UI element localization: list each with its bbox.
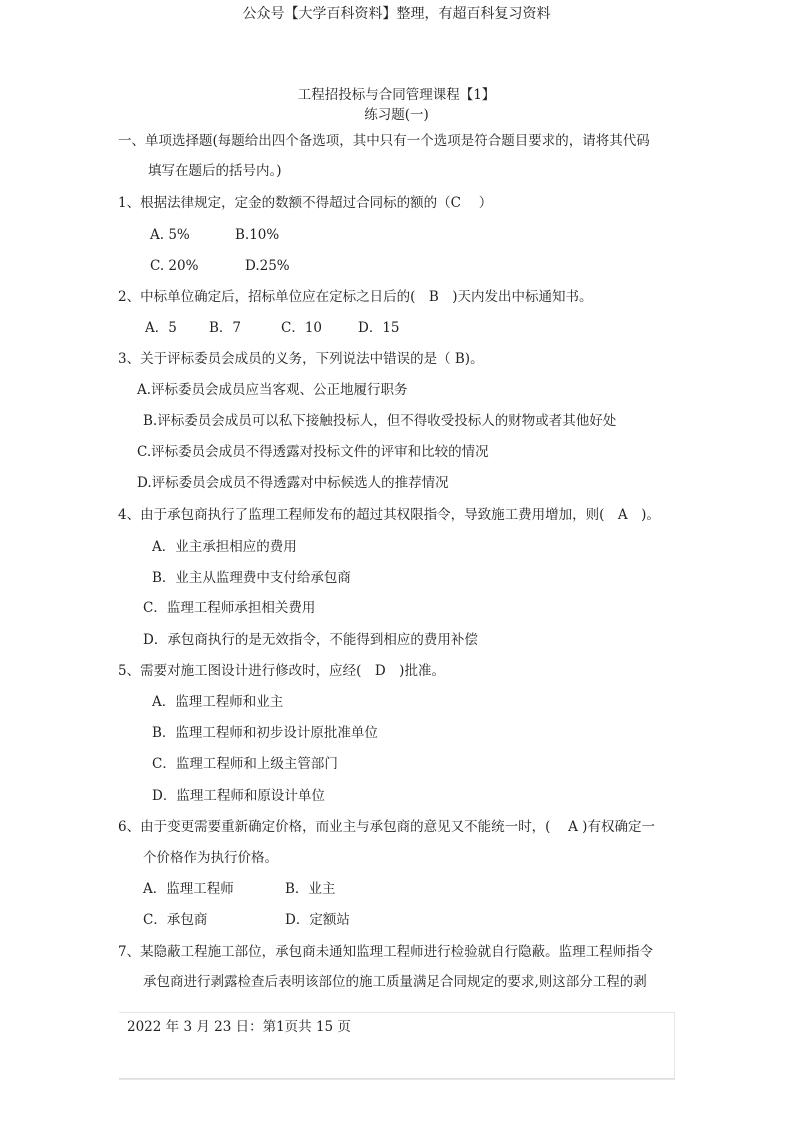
q3-option-a: A.评标委员会成员应当客观、公正地履行职务 [137, 382, 408, 398]
question-6-cont: 个价格作为执行价格。 [143, 850, 278, 866]
page-header-note: 公众号【大学百科资料】整理，有超百科复习资料 [242, 6, 551, 22]
q1-option-c: C. 20% [150, 258, 199, 274]
q3-option-c: C.评标委员会成员不得透露对投标文件的评审和比较的情况 [137, 444, 489, 460]
q4-option-d: D．承包商执行的是无效指令，不能得到相应的费用补偿 [143, 632, 478, 648]
q1-option-d: D.25% [245, 258, 290, 274]
question-1: 1、根据法律规定，定金的数额不得超过合同标的额的（C ） [118, 195, 493, 211]
q6-option-c: C．承包商 [143, 912, 208, 928]
section-heading: 一、单项选择题(每题给出四个备选项，其中只有一个选项是符合题目要求的，请将其代码 [118, 133, 650, 149]
question-3: 3、关于评标委员会成员的义务，下列说法中错误的是（ B)。 [118, 351, 484, 367]
q4-option-a: A．业主承担相应的费用 [152, 539, 297, 555]
q5-option-c: C．监理工程师和上级主管部门 [152, 756, 338, 772]
question-7: 7、某隐蔽工程施工部位，承包商未通知监理工程师进行检验就自行隐蔽。监理工程师指令 [118, 944, 654, 960]
q2-option-d: D．15 [358, 320, 400, 336]
q5-option-a: A．监理工程师和业主 [152, 694, 284, 710]
question-2: 2、中标单位确定后，招标单位应在定标之日后的( B )天内发出中标通知书。 [118, 289, 593, 305]
q3-option-d: D.评标委员会成员不得透露对中标候选人的推荐情况 [137, 475, 449, 491]
q6-option-d: D．定额站 [285, 912, 350, 928]
q4-option-c: C．监理工程师承担相关费用 [143, 600, 316, 616]
q5-option-d: D．监理工程师和原设计单位 [152, 788, 325, 804]
q2-option-a: A．5 [145, 320, 177, 336]
q6-option-b: B．业主 [285, 881, 336, 897]
page-footer: 2022 年 3 月 23 日：第1页共 15 页 [127, 1019, 351, 1035]
q5-option-b: B．监理工程师和初步设计原批准单位 [152, 725, 378, 741]
footer-divider [119, 1078, 675, 1079]
q2-option-b: B．7 [209, 320, 242, 336]
q6-option-a: A．监理工程师 [143, 881, 234, 897]
document-title: 工程招投标与合同管理课程【1】 [297, 87, 496, 103]
q2-option-c: C．10 [281, 320, 323, 336]
q3-option-b: B.评标委员会成员可以私下接触投标人，但不得收受投标人的财物或者其他好处 [143, 413, 617, 429]
question-5: 5、需要对施工图设计进行修改时，应经( D )批准。 [118, 663, 445, 679]
question-4: 4、由于承包商执行了监理工程师发布的超过其权限指令，导致施工费用增加，则( A )。 [118, 507, 660, 523]
q1-option-a: A. 5% [150, 227, 190, 243]
question-7-cont: 承包商进行剥露检查后表明该部位的施工质量满足合同规定的要求,则这部分工程的剥 [143, 974, 647, 990]
question-6: 6、由于变更需要重新确定价格，而业主与承包商的意见又不能统一时，( A )有权确定一 [118, 819, 655, 835]
q1-option-b: B.10% [235, 227, 280, 243]
section-heading-cont: 填写在题后的括号内。) [148, 163, 282, 179]
document-subtitle: 练习题(一) [364, 107, 429, 123]
q4-option-b: B．业主从监理费中支付给承包商 [152, 570, 351, 586]
